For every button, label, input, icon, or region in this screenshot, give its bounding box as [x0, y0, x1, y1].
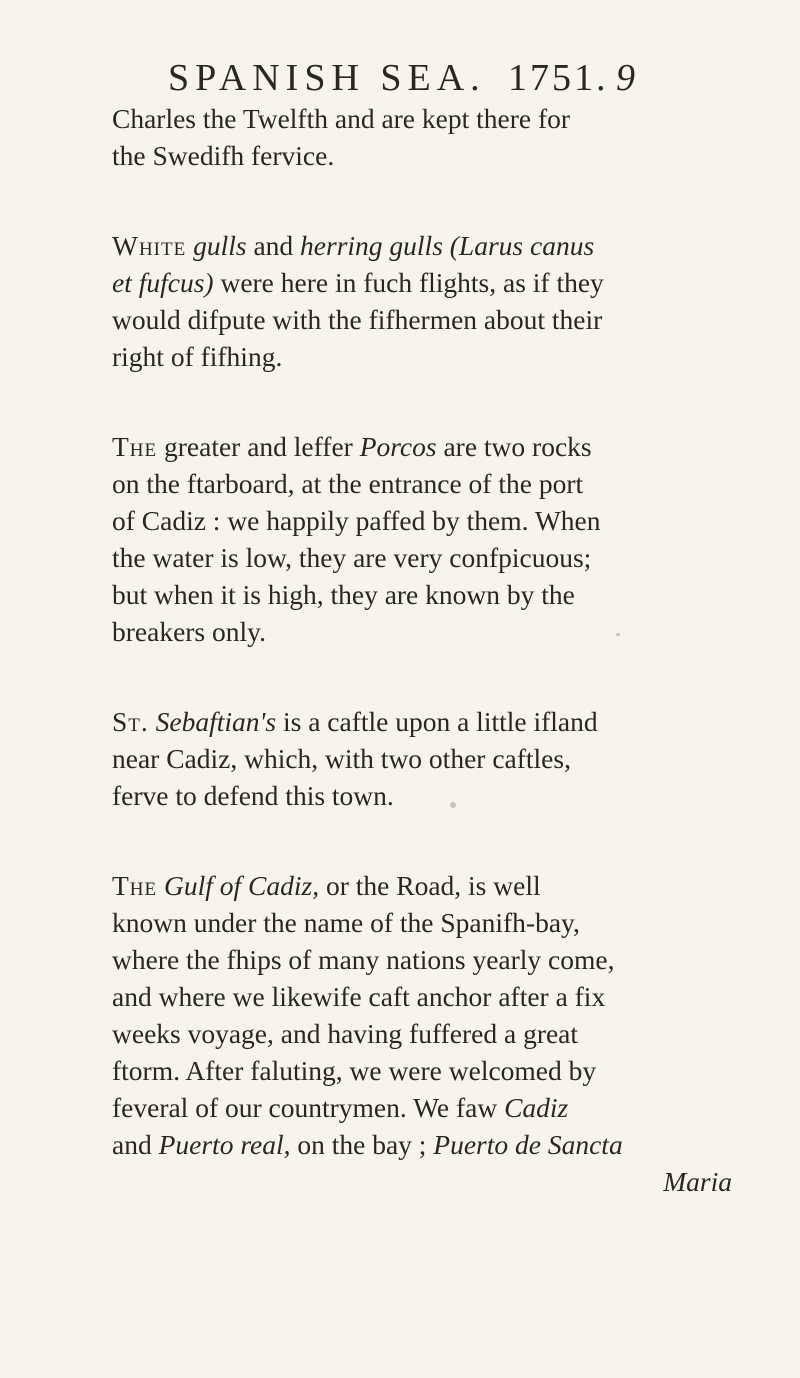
text-line: The greater and leffer Porcos are two rocks [112, 431, 592, 462]
text-line: the water is low, they are very confpicuous; [112, 542, 592, 573]
text-line: but when it is high, they are known by the [112, 579, 575, 610]
paragraph-gulf [112, 867, 732, 1200]
text-line: the Swedifh fervice. [112, 140, 335, 171]
text-line: weeks voyage, and having fuffered a great [112, 1018, 579, 1049]
text-line: ftorm. After faluting, we were welcomed by [112, 1055, 597, 1086]
text-line: White gulls and herring gulls (Larus canus [112, 230, 595, 261]
text-line: where the fhips of many nations yearly come, [112, 944, 615, 975]
text-line: near Cadiz, which, with two other caftles, [112, 743, 571, 774]
text-line: feveral of our countrymen. We faw Cadiz [112, 1092, 569, 1123]
paragraph-porcos [112, 428, 732, 650]
running-head-title: SPANISH SEA. [168, 57, 486, 99]
text-line: right of fifhing. [112, 341, 283, 372]
text-line: on the ftarboard, at the entrance of the port [112, 468, 584, 499]
text-line: ferve to defend this town. [112, 780, 394, 811]
text-line: St. Sebaftian's is a caftle upon a little ifland [112, 706, 598, 737]
text-line: of Cadiz : we happily paffed by them. When [112, 505, 601, 536]
running-head-year: 1751. [508, 57, 609, 99]
catchword: Maria [663, 1166, 732, 1197]
paragraph-continuation [112, 100, 732, 174]
running-head [168, 56, 638, 99]
ink-speck [616, 633, 620, 636]
ink-speck [450, 802, 456, 808]
page-number: 9 [616, 57, 635, 99]
text-line: Charles the Twelfth and are kept there for [112, 103, 571, 134]
paragraph-gulls [112, 227, 732, 375]
text-line: known under the name of the Spanifh-bay, [112, 907, 580, 938]
text-line: The Gulf of Cadiz, or the Road, is well [112, 870, 541, 901]
text-line: and where we likewife caft anchor after a fix [112, 981, 606, 1012]
text-line: and Puerto real, on the bay ; Puerto de Sancta [112, 1129, 623, 1160]
text-line: would difpute with the fifhermen about their [112, 304, 603, 335]
text-line: breakers only. [112, 616, 266, 647]
text-line: et fufcus) were here in fuch flights, as if they [112, 267, 604, 298]
body-text [112, 100, 732, 1200]
paragraph-sebastian [112, 703, 732, 814]
